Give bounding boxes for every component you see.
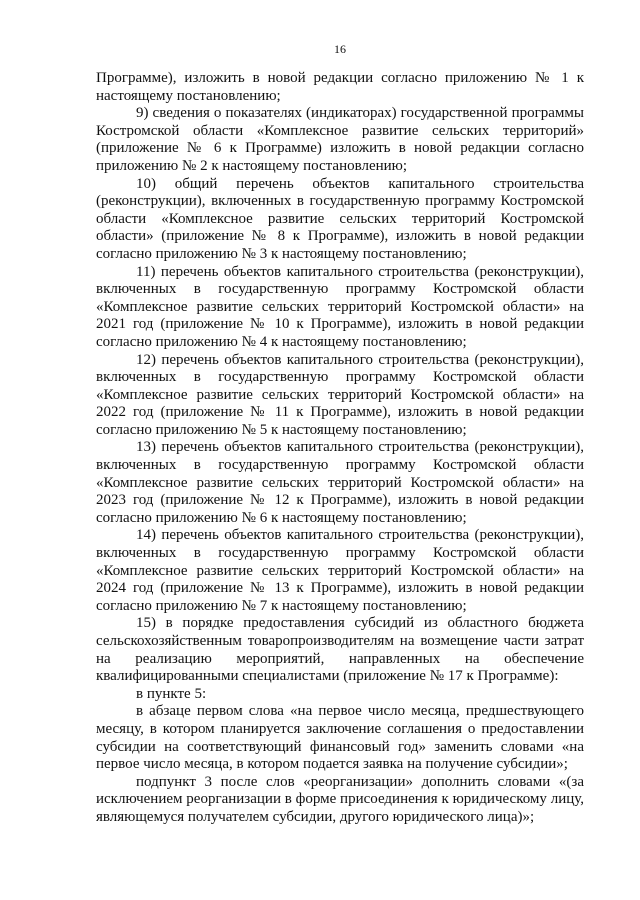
paragraph-item-15: 15) в порядке предоставления субсидий из областного бюджета сельскохозяйственным товаропроизводителям на возмещение части затрат на реализацию мероприятий, направленных на обеспечение квалифицированными специалистами (приложение № 17 к Программе): <box>96 615 584 685</box>
document-page <box>96 0 584 900</box>
paragraph-first-abzac: в абзаце первом слова «на первое число месяца, предшествующего месяцу, в котором планируется заключение соглашения о предоставлении субсидии на соответствующий финансовый год» заменить словами «на первое число месяца, в котором подается заявка на получение субсидии»; <box>96 703 584 773</box>
paragraph-item-11: 11) перечень объектов капитального строительства (реконструкции), включенных в государственную программу Костромской области «Комплексное развитие сельских территорий Костромской области» на 2021 год (приложение № 10 к Программе), изложить в новой редакции согласно приложению № 4 к настоящему постановлению; <box>96 263 584 350</box>
page-number: 16 <box>334 42 346 56</box>
paragraph-subpoint-3: подпункт 3 после слов «реорганизации» дополнить словами «(за исключением реорганизации в форме присоединения к юридическому лицу, являющемуся получателем субсидии, другого юридического лица)»; <box>96 773 584 825</box>
paragraph-point-5: в пункте 5: <box>136 685 207 702</box>
document-body <box>96 70 584 827</box>
paragraph-item-10: 10) общий перечень объектов капитального строительства (реконструкции), включенных в государственную программу Костромской области «Комплексное развитие сельских территорий Костромской области» (приложение № 8 к Программе), изложить в новой редакции согласно приложению № 3 к настоящему постановлению; <box>96 175 584 262</box>
paragraph-item-12: 12) перечень объектов капитального строительства (реконструкции), включенных в государственную программу Костромской области «Комплексное развитие сельских территорий Костромской области» на 2022 год (приложение № 11 к Программе), изложить в новой редакции согласно приложению № 5 к настоящему постановлению; <box>96 351 584 438</box>
paragraph-item-13: 13) перечень объектов капитального строительства (реконструкции), включенных в государственную программу Костромской области «Комплексное развитие сельских территорий Костромской области» на 2023 год (приложение № 12 к Программе), изложить в новой редакции согласно приложению № 6 к настоящему постановлению; <box>96 439 584 526</box>
paragraph-continuation: Программе), изложить в новой редакции согласно приложению № 1 к настоящему постановлению; <box>96 70 584 104</box>
paragraph-item-14: 14) перечень объектов капитального строительства (реконструкции), включенных в государственную программу Костромской области «Комплексное развитие сельских территорий Костромской области» на 2024 год (приложение № 13 к Программе), изложить в новой редакции согласно приложению № 7 к настоящему постановлению; <box>96 527 584 614</box>
paragraph-item-9: 9) сведения о показателях (индикаторах) государственной программы Костромской области «Комплексное развитие сельских территорий» (приложение № 6 к Программе) изложить в новой редакции согласно приложению № 2 к настоящему постановлению; <box>96 105 584 174</box>
